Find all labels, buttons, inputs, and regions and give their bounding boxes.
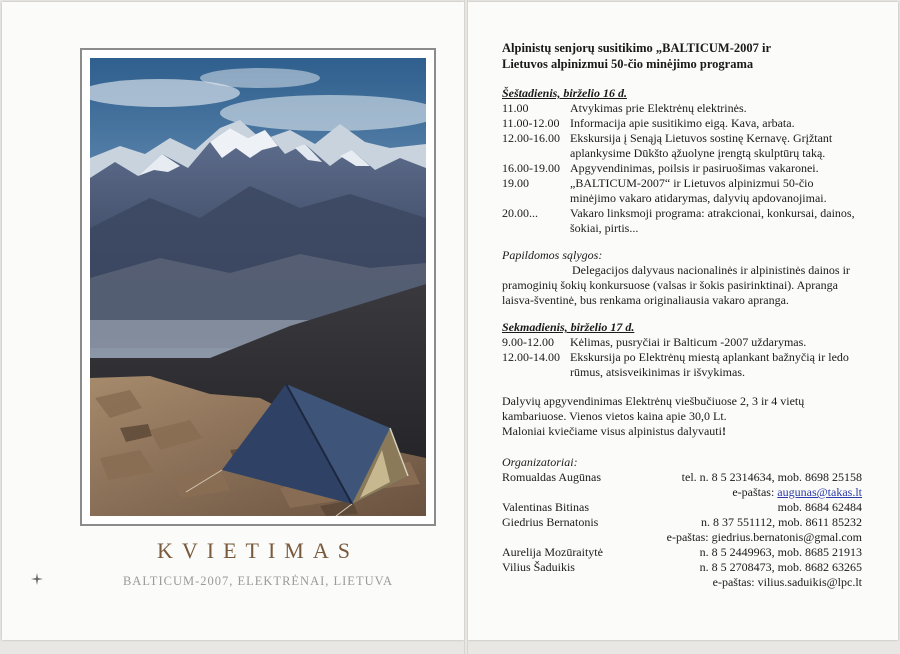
day2-schedule	[502, 335, 862, 380]
schedule-time: 12.00-16.00	[502, 131, 560, 145]
organizer-contact: n. 8 5 2708473, mob. 8682 63265	[699, 560, 862, 574]
schedule-time: 20.00...	[502, 206, 538, 220]
email-label: e-paštas:	[732, 485, 778, 499]
schedule-row	[502, 131, 862, 161]
conditions-text: Delegacijos dalyvaus nacionalinės ir alpinistinės dainos ir pramoginių šokių konkursuose (valsas ir šokis pasirinktinai). Apranga laisva-šventinė, bus renkama originaliausia vakaro apranga.	[502, 263, 850, 307]
organizer-name: Valentinas Bitinas	[502, 500, 589, 514]
organizer-contact: n. 8 5 2449963, mob. 8685 21913	[699, 545, 862, 559]
day2-heading: Sekmadienis, birželio 17 d.	[502, 320, 635, 334]
organizer-row	[502, 485, 862, 500]
schedule-row	[502, 101, 862, 116]
cover-photo-frame	[80, 48, 436, 526]
organizer-row	[502, 530, 862, 545]
schedule-desc: Ekskursija į Senąją Lietuvos sostinę Kernavę. Grįžtant aplankysime Dūkšto ąžuolyne įrengtą skulptūrų taką.	[570, 131, 833, 160]
conditions-heading: Papildomos sąlygos:	[502, 248, 603, 262]
program-title-line2: Lietuvos alpinizmui 50-čio minėjimo programa	[502, 57, 754, 71]
schedule-time: 11.00	[502, 101, 529, 115]
organizers-list	[502, 470, 862, 590]
organizer-contact: e-paštas: vilius.saduikis@lpc.lt	[712, 575, 862, 589]
schedule-desc: Vakaro linksmoji programa: atrakcionai, konkursai, dainos, šokiai, pirtis...	[570, 206, 855, 235]
schedule-row	[502, 176, 862, 206]
organizer-row	[502, 560, 862, 575]
cover-photo	[90, 58, 426, 516]
organizer-name: Romualdas Augūnas	[502, 470, 601, 484]
schedule-time: 19.00	[502, 176, 529, 190]
organizer-name: Aurelija Mozūraitytė	[502, 545, 603, 559]
accommodation-text: Dalyvių apgyvendinimas Elektrėnų viešbučiuose 2, 3 ir 4 vietų kambariuose. Vienos vietos kaina apie 30,0 Lt.	[502, 394, 805, 423]
organizer-contact: e-paštas: giedrius.bernatonis@gmal.com	[666, 530, 862, 544]
schedule-desc: Atvykimas prie Elektrėnų elektrinės.	[570, 101, 747, 115]
cover-subtitle: BALTICUM-2007, ELEKTRĖNAI, LIETUVA	[122, 574, 394, 588]
day1-schedule	[502, 101, 862, 236]
organizer-name: Vilius Šaduikis	[502, 560, 575, 574]
program-title	[502, 40, 862, 72]
organizer-row	[502, 545, 862, 560]
organizer-contact: tel. n. 8 5 2314634, mob. 8698 25158	[681, 470, 862, 484]
organizer-row	[502, 470, 862, 485]
invitation-exclamation: !	[721, 424, 726, 438]
schedule-time: 9.00-12.00	[502, 335, 554, 349]
schedule-row	[502, 206, 862, 236]
schedule-desc: Ekskursija po Elektrėnų miestą aplankant bažnyčią ir ledo rūmus, atsisveikinimas ir išvykimas.	[570, 350, 849, 379]
organizer-email	[732, 485, 862, 500]
organizer-contact: n. 8 37 551112, mob. 8611 85232	[701, 515, 862, 529]
schedule-row	[502, 116, 862, 131]
invitation-text: Maloniai kviečiame visus alpinistus dalyvauti	[502, 424, 722, 438]
schedule-desc: Informacija apie susitikimo eigą. Kava, arbata.	[570, 116, 795, 130]
mountain-tent-photo	[90, 58, 426, 516]
day1-heading: Šeštadienis, birželio 16 d.	[502, 86, 628, 100]
accommodation-note	[502, 394, 862, 439]
email-link[interactable]: augunas@takas.lt	[777, 485, 862, 499]
organizer-row	[502, 575, 862, 590]
schedule-desc: Kėlimas, pusryčiai ir Balticum -2007 uždarymas.	[570, 335, 807, 349]
flower-ornament-icon	[30, 572, 44, 586]
schedule-desc: „BALTICUM-2007“ ir Lietuvos alpinizmui 50-čio minėjimo vakaro atidarymas, dalyvių apdovanojimai.	[570, 176, 827, 205]
schedule-time: 12.00-14.00	[502, 350, 560, 364]
schedule-time: 16.00-19.00	[502, 161, 560, 175]
schedule-time: 11.00-12.00	[502, 116, 560, 130]
organizers-heading: Organizatoriai:	[502, 455, 578, 469]
program-document	[502, 40, 862, 590]
organizer-name: Giedrius Bernatonis	[502, 515, 599, 529]
schedule-desc: Apgyvendinimas, poilsis ir pasiruošimas vakaronei.	[570, 161, 819, 175]
cover-title: KVIETIMAS	[157, 538, 359, 563]
program-title-line1: Alpinistų senjorų susitikimo „BALTICUM-2007 ir	[502, 41, 772, 55]
schedule-row	[502, 161, 862, 176]
schedule-row	[502, 335, 862, 350]
schedule-row	[502, 350, 862, 380]
organizer-contact: mob. 8684 62484	[777, 500, 862, 514]
page-fold	[464, 0, 468, 654]
organizer-row	[502, 500, 862, 515]
organizer-row	[502, 515, 862, 530]
